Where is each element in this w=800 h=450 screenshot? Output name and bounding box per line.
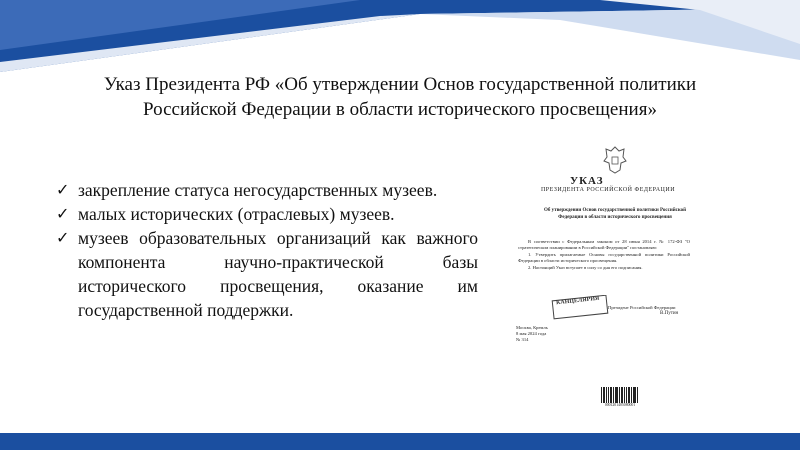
footer-bar: [0, 433, 800, 450]
barcode-icon: [600, 387, 640, 403]
bullet-list: [54, 178, 478, 322]
document-subheading: ПРЕЗИДЕНТА РОССИЙСКОЙ ФЕДЕРАЦИИ: [540, 187, 676, 193]
document-date: 8 мая 2024 года: [516, 331, 547, 336]
checkmark-icon: ✓: [56, 228, 70, 247]
coat-of-arms-icon: [602, 145, 628, 175]
document-paragraph: 2. Настоящий Указ вступает в силу со дня его подписания.: [528, 264, 643, 270]
page-title: [40, 72, 760, 122]
checkmark-icon: ✓: [56, 204, 70, 223]
document-heading: УКАЗ: [570, 175, 604, 187]
signer-title: Президент Российской Федерации: [608, 305, 676, 310]
document-number: № 314: [516, 337, 529, 342]
decree-document-image: [510, 135, 700, 415]
list-item-text: малых исторических (отраслевых) музеев.: [78, 204, 395, 224]
checkmark-icon: ✓: [56, 180, 70, 199]
signer-name: В.Путин: [660, 311, 679, 316]
header-decoration: [0, 0, 800, 80]
title-line-1: Указ Президента РФ «Об утверждении Основ государственной политики: [103, 74, 697, 95]
document-paragraph: В соответствии с Федеральным законом от 28 июня 2014 г. № 172-ФЗ "О стратегическом планировании в Российской Федерации" постановляю:: [518, 239, 690, 251]
title-line-2: Российской Федерации в области исторического просвещения»: [143, 99, 657, 120]
document-place: Москва, Кремль: [516, 325, 548, 330]
document-body: [518, 239, 690, 271]
list-item: [54, 226, 478, 322]
barcode-number: 0001201405080001: [604, 403, 636, 407]
list-item: [54, 178, 478, 202]
list-item-text: музеев образовательных организаций как важного компонента научно-практической базы исторического просвещения, оказание им государственной поддержки.: [78, 228, 478, 320]
document-place-date: [516, 325, 548, 343]
list-item-text: закрепление статуса негосударственных музеев.: [78, 180, 438, 200]
stamp-label: КАНЦЕЛЯРИЯ: [555, 295, 600, 307]
list-item: [54, 202, 478, 226]
document-caption: Об утверждении Основ государственной политики Российской Федерации в области исторического просвещения: [543, 208, 687, 220]
document-paragraph: 1. Утвердить прилагаемые Основы государственной политики Российской Федерации в области исторического просвещения.: [518, 251, 690, 264]
